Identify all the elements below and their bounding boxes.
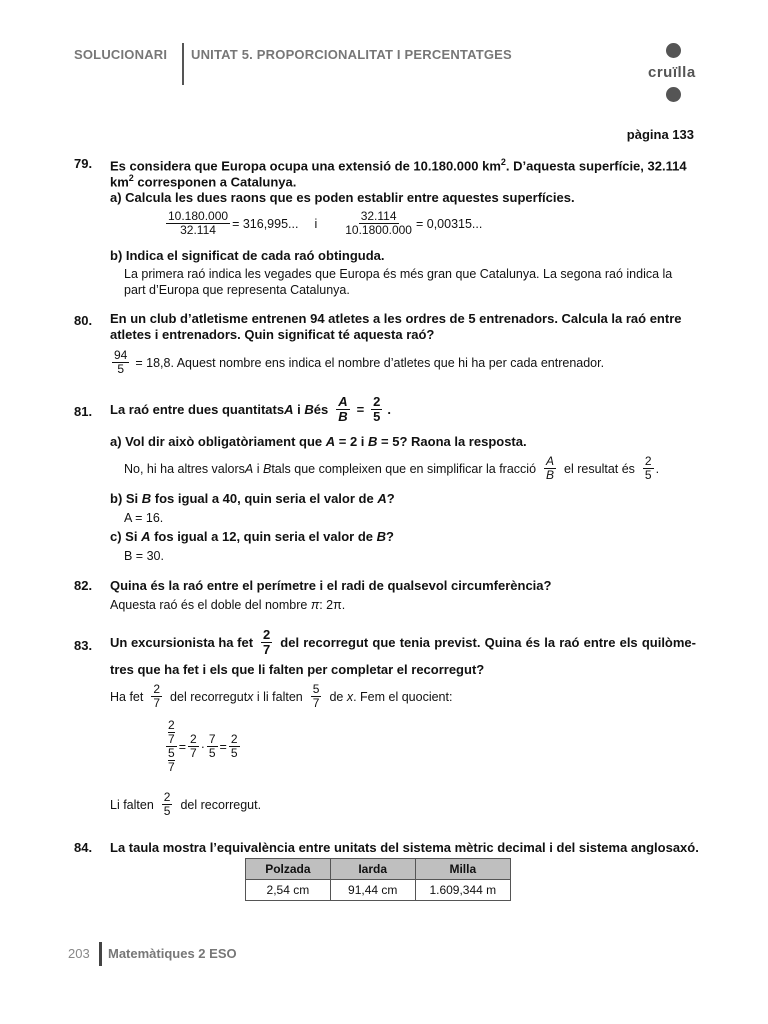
problem-81b-question: b) Si B fos igual a 40, quin seria el valor de A? <box>110 491 395 506</box>
problem-84-number: 84. <box>74 840 93 855</box>
problem-80-question-line2: atletes i entrenadors. Quin significat té aquesta raó? <box>110 327 435 342</box>
fraction-athletes-coaches: $\frac{94}{5}$ <box>114 348 128 376</box>
problem-83-question: Un excursionista ha fet $\frac{2}{7}$ del recorregut que tenia previst. Quina és la raó entre els quilòme- <box>110 627 696 657</box>
problem-81-number: 81. <box>74 404 93 419</box>
table-row <box>246 880 511 901</box>
table-header-row <box>246 859 511 880</box>
table-cell: 1.609,344 m <box>415 880 510 901</box>
logo-top-dot <box>666 43 681 58</box>
problem-79b-question: b) Indica el significat de cada raó obtinguda. <box>110 248 385 263</box>
problem-83-number: 83. <box>74 638 93 653</box>
fraction-two-sevenths: $\frac{2}{7}$ <box>263 627 271 657</box>
fraction-remaining: $\frac{5}{7}$ <box>312 682 320 710</box>
logo-wordmark: cruïlla <box>648 64 696 81</box>
table-header-cell: Iarda <box>330 859 415 880</box>
fraction-two-fifths: $\frac{2}{5}$ <box>373 394 381 424</box>
problem-81b-answer: A = 16. <box>124 511 164 525</box>
table-header-cell: Polzada <box>246 859 331 880</box>
problem-81c-answer: B = 30. <box>124 549 164 563</box>
problem-83-answer-line2: Li falten $\frac{2}{5}$ del recorregut. <box>110 790 262 818</box>
problem-79-question: Es considera que Europa ocupa una extensió de 10.180.000 $km^2$. D’aquesta superfície, 32.114 <box>110 157 687 174</box>
table-cell: 2,54 cm <box>246 880 331 901</box>
fraction-a-over-b-answer: $\frac{A}{B}$ <box>546 454 555 482</box>
problem-82-question: Quina és la raó entre el perímetre i el radi de qualsevol circumferència? <box>110 578 552 593</box>
footer-book-title: Matemàtiques 2 ESO <box>108 946 237 961</box>
problem-79b-answer-line1: La primera raó indica les vegades que Europa és més gran que Catalunya. La segona raó indica la <box>124 267 673 281</box>
problem-82-number: 82. <box>74 578 93 593</box>
problem-83-quotient: 2 7 5 7 = $\frac{2}{7}$ · $\frac{7}{5}$ = $\frac{2}{5}$ <box>168 718 238 774</box>
fraction-two-fifths-answer: $\frac{2}{5}$ <box>644 454 652 482</box>
header-section: SOLUCIONARI <box>74 47 168 62</box>
problem-80-question-line1: En un club d’atletisme entrenen 94 atletes a les ordres de 5 entrenadors. Calcula la raó entre <box>110 311 682 326</box>
problem-83-answer-line1: Ha fet $\frac{2}{7}$ del recorregut x i li falten $\frac{5}{7}$ de x . Fem el quocient: <box>110 682 453 710</box>
fraction-europe-catalonia: $\frac{10.180.000}{32.114}$ <box>168 209 229 237</box>
compound-fraction: 2 7 5 7 <box>168 718 175 774</box>
problem-79-number: 79. <box>74 156 93 171</box>
table-header-cell: Milla <box>415 859 510 880</box>
problem-79a-answer: $\frac{10.180.000}{32.114}$ = 316,995... i $\frac{32.114}{10.1800.000}$ = 0,00315... <box>168 209 483 237</box>
problem-79a-question: a) Calcula les dues raons que es poden establir entre aquestes superfícies. <box>110 190 575 205</box>
footer-page-number: 203 <box>68 946 90 961</box>
problem-80-number: 80. <box>74 313 93 328</box>
problem-84-question: La taula mostra l’equivalència entre unitats del sistema mètric decimal i del sistema anglosaxó. <box>110 840 699 855</box>
footer-divider <box>99 942 102 966</box>
fraction-a-over-b: $\frac{A}{B}$ <box>338 394 348 424</box>
fraction-catalonia-europe: $\frac{32.114}{10.1800.000}$ <box>345 209 412 237</box>
header-unit-title: UNITAT 5. PROPORCIONALITAT I PERCENTATGES <box>191 47 512 62</box>
fraction-done: $\frac{2}{7}$ <box>153 682 161 710</box>
problem-83-question-line2: tres que ha fet i els que li falten per completar el recorregut? <box>110 662 485 677</box>
problem-80-answer: $\frac{94}{5}$ = 18,8. Aquest nombre ens indica el nombre d’atletes que hi ha per cada entrenador. <box>114 348 605 376</box>
units-table <box>245 858 511 901</box>
page-label: pàgina 133 <box>626 127 694 142</box>
logo-bottom-dot <box>666 87 681 102</box>
problem-81c-question: c) Si A fos igual a 12, quin seria el valor de B? <box>110 529 394 544</box>
table-cell: 91,44 cm <box>330 880 415 901</box>
problem-82-answer: Aquesta raó és el doble del nombre π: 2π. <box>110 598 346 612</box>
problem-79-question-line2: $km^2$ corresponen a Catalunya. <box>110 173 297 190</box>
problem-79b-answer-line2: part d’Europa que representa Catalunya. <box>124 283 350 297</box>
problem-81a-question: a) Vol dir això obligatòriament que A = 2 i B = 5? Raona la resposta. <box>110 434 527 449</box>
problem-81a-answer: No, hi ha altres valors A i B tals que compleixen que en simplificar la fracció $\frac{A}{B}$ el resultat és $\frac{2}{5}$ . <box>124 454 660 482</box>
problem-81-question: La raó entre dues quantitats A i B és $\frac{A}{B}$ = $\frac{2}{5}$ . <box>110 394 392 424</box>
header-divider <box>182 43 184 85</box>
